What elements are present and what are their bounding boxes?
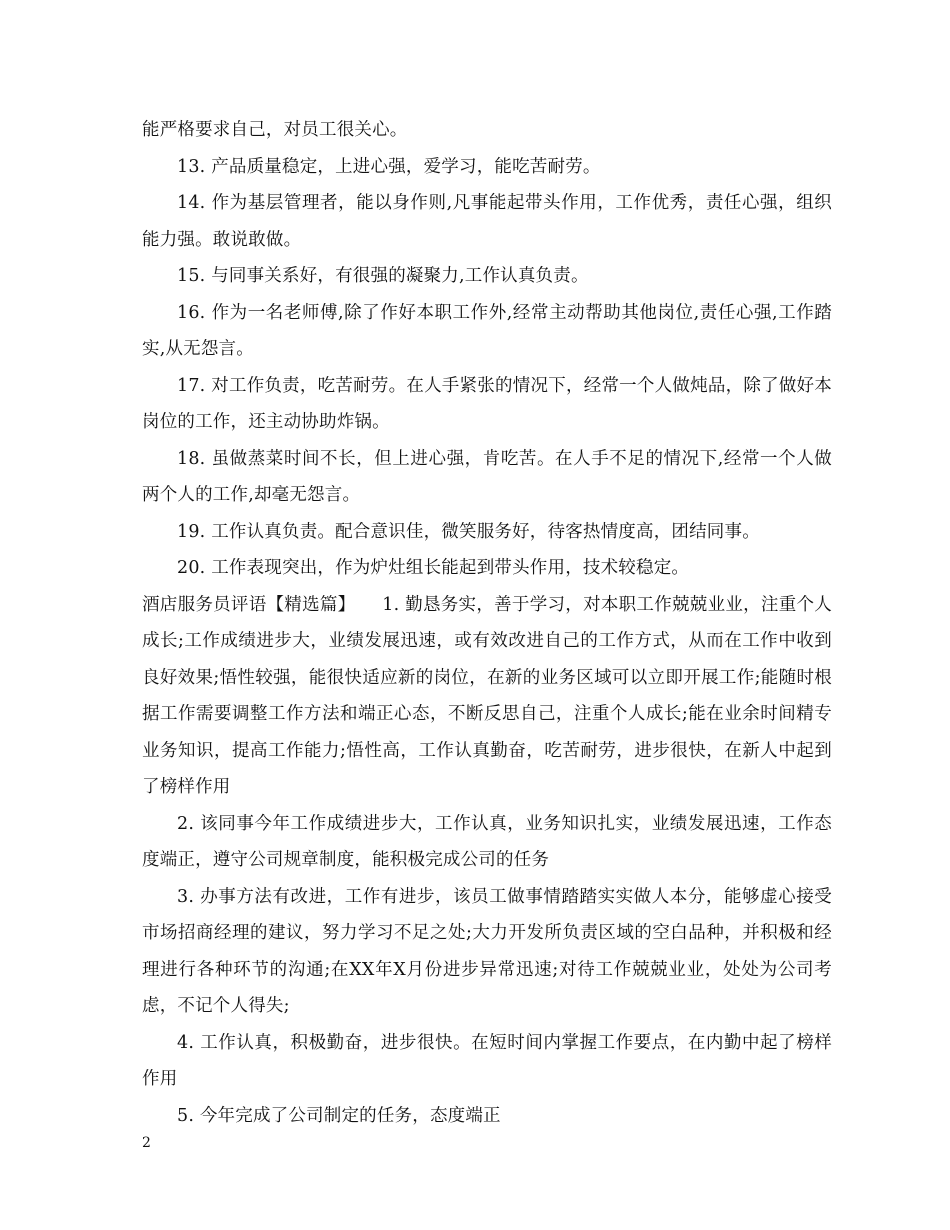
section-paragraph: 酒店服务员评语【精选篇】 1. 勤恳务实，善于学习，对本职工作兢兢业业，注重个人成长;工作成绩进步大，业绩发展迅速，或有效改进自己的工作方式，从而在工作中收到良好效果;悟性较强，能很快适应新的岗位，在新的业务区域可以立即开展工作;能随时根据工作需要调整工作方法和端正心态，不断反思自己，注重个人成长;能在业余时间精专业务知识，提高工作能力;悟性高，工作认真勤奋，吃苦耐劳，进步很快，在新人中起到了榜样作用 bbox=[142, 594, 832, 797]
paragraph: 15. 与同事关系好，有很强的凝聚力,工作认真负责。 bbox=[177, 266, 589, 286]
paragraph: 2. 该同事今年工作成绩进步大，工作认真，业务知识扎实，业绩发展迅速，工作态度端正，遵守公司规章制度，能积极完成公司的任务 bbox=[142, 813, 832, 870]
paragraph: 20. 工作表现突出，作为炉灶组长能起到带头作用，技术较稳定。 bbox=[177, 558, 690, 578]
paragraph: 16. 作为一名老师傅,除了作好本职工作外,经常主动帮助其他岗位,责任心强,工作踏实,从无怨言。 bbox=[142, 302, 832, 359]
paragraph: 19. 工作认真负责。配合意识佳，微笑服务好，待客热情度高，团结同事。 bbox=[177, 521, 760, 542]
paragraph: 5. 今年完成了公司制定的任务，态度端正 bbox=[177, 1105, 501, 1126]
page-number: 2 bbox=[142, 1135, 151, 1151]
paragraph: 3. 办事方法有改进，工作有进步，该员工做事情踏踏实实做人本分，能够虚心接受市场招商经理的建议，努力学习不足之处;大力开发所负责区域的空白品种，并积极和经理进行各种环节的沟通;在XX年X月份进步异常迅速;对待工作兢兢业业，处处为公司考虑，不记个人得失; bbox=[142, 886, 832, 1016]
paragraph: 4. 工作认真，积极勤奋，进步很快。在短时间内掌握工作要点，在内勤中起了榜样作用 bbox=[142, 1032, 832, 1089]
paragraph: 14. 作为基层管理者，能以身作则,凡事能起带头作用，工作优秀，责任心强，组织能力强。敢说敢做。 bbox=[142, 193, 832, 250]
paragraph: 17. 对工作负责，吃苦耐劳。在人手紧张的情况下，经常一个人做炖品，除了做好本岗位的工作，还主动协助炸锅。 bbox=[142, 375, 832, 432]
paragraph: 18. 虽做蒸菜时间不长，但上进心强，肯吃苦。在人手不足的情况下,经常一个人做两个人的工作,却毫无怨言。 bbox=[142, 448, 832, 505]
document-body bbox=[142, 112, 832, 1134]
paragraph: 13. 产品质量稳定，上进心强，爱学习，能吃苦耐劳。 bbox=[177, 156, 601, 177]
paragraph: 能严格要求自己，对员工很关心。 bbox=[142, 120, 408, 140]
